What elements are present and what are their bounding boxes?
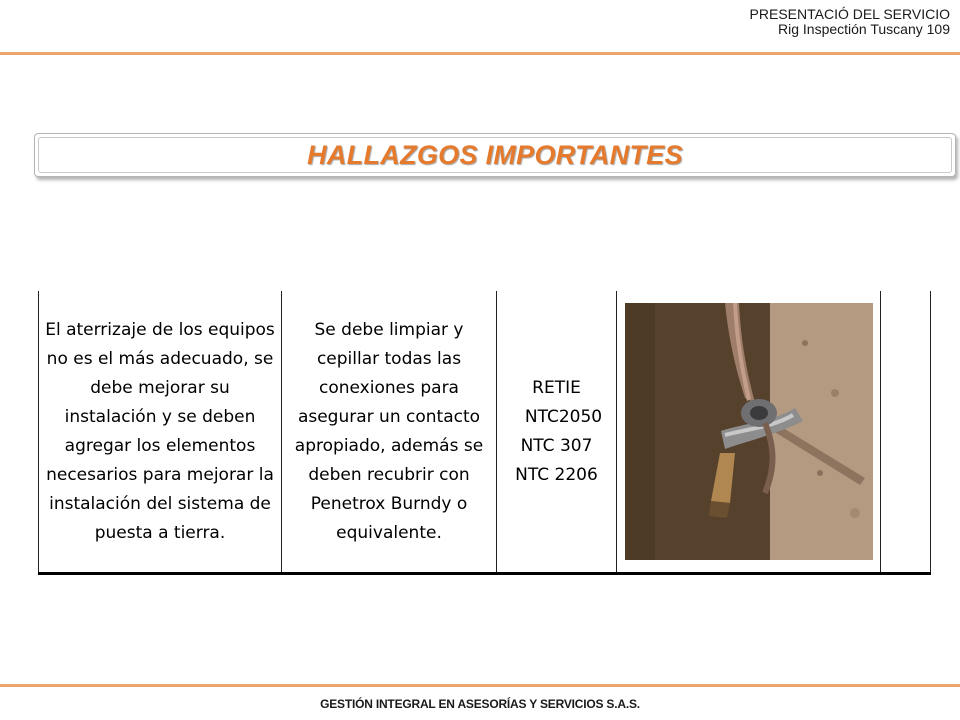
findings-table: [38, 291, 931, 575]
finding-photo-cell: [617, 291, 881, 574]
norm-item: NTC 2206: [515, 464, 598, 485]
header-line-2: Rig Inspectión Tuscany 109: [778, 21, 950, 37]
table-row: [39, 291, 931, 574]
footer-divider: [0, 684, 960, 687]
header-line-1: PRESENTACIÓ DEL SERVICIO: [749, 6, 950, 22]
page-title: HALLAZGOS IMPORTANTES: [307, 139, 683, 170]
finding-description: El aterrizaje de los equipos no es el más adecuado, se debe mejorar su instalación y se deben agregar los elementos necesarios para mejorar la instalación del sistema de puesta a tierra.: [39, 291, 282, 574]
photo-illustration: [625, 303, 873, 560]
company-footer: GESTIÓN INTEGRAL EN ASESORÍAS Y SERVICIOS S.A.S.: [320, 697, 640, 711]
document-header: [750, 7, 950, 37]
grounding-connection-photo: [625, 303, 873, 560]
finding-extra-cell: [881, 291, 931, 574]
norm-item: RETIE: [532, 377, 581, 398]
norm-item: NTC 307: [520, 435, 593, 456]
title-banner: [34, 133, 956, 177]
header-divider: [0, 52, 960, 55]
finding-norms: [497, 291, 617, 574]
norm-item: NTC2050: [524, 406, 603, 427]
title-banner-inner: [38, 137, 952, 173]
finding-recommendation: Se debe limpiar y cepillar todas las conexiones para asegurar un contacto apropiado, además se deben recubrir con Penetrox Burndy o equivalente.: [282, 291, 497, 574]
